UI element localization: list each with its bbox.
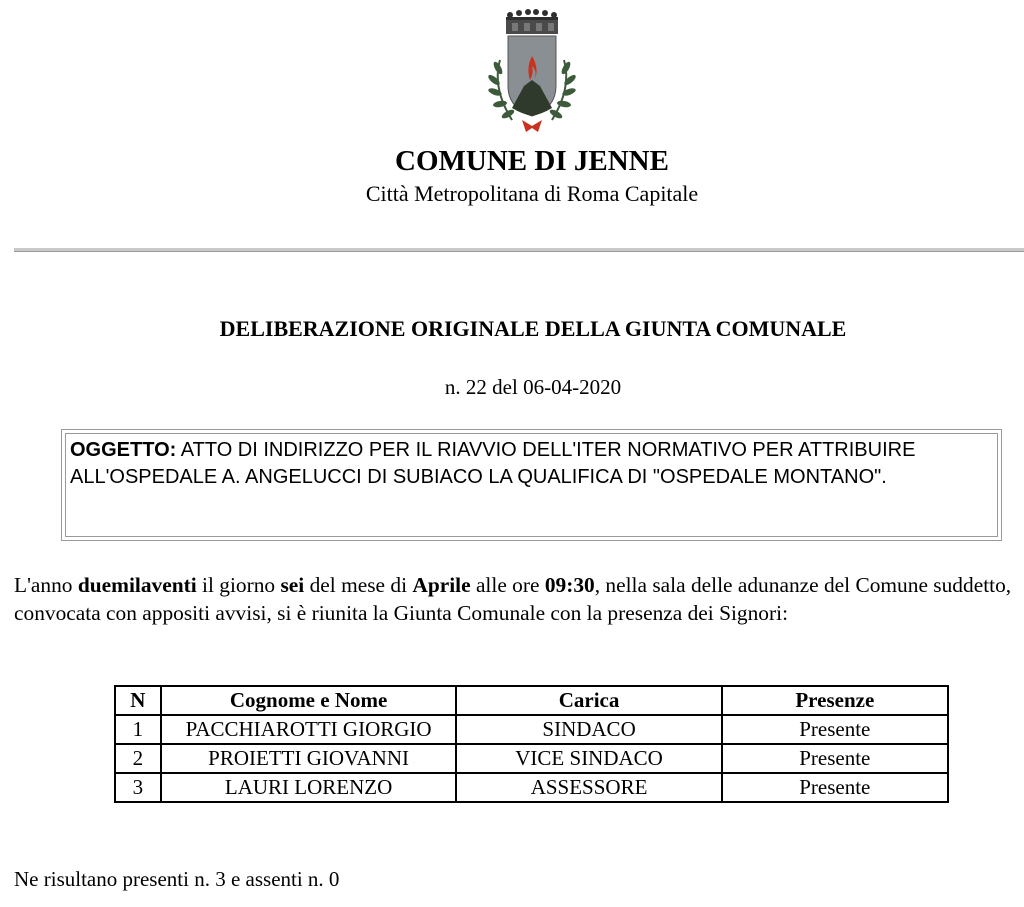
column-header-n: N [115, 686, 161, 715]
member-presence: Presente [722, 773, 948, 802]
intro-year: duemilaventi [77, 573, 197, 597]
attendance-summary: Ne risultano presenti n. 3 e assenti n. 0 [14, 867, 340, 891]
intro-text: L'anno [14, 573, 78, 597]
municipality-subtitle: Città Metropolitana di Roma Capitale [365, 181, 699, 206]
members-table [114, 685, 949, 803]
shield-icon [508, 36, 556, 116]
intro-text: del mese di [304, 573, 413, 597]
municipality-name: COMUNE DI JENNE [395, 145, 669, 177]
member-name: PROIETTI GIOVANNI [161, 744, 457, 773]
municipal-crest-emblem [472, 8, 592, 140]
table-header-row [115, 686, 948, 715]
column-header-presence: Presenze [722, 686, 948, 715]
member-role: SINDACO [456, 715, 721, 744]
member-role: VICE SINDACO [456, 744, 721, 773]
member-role: ASSESSORE [456, 773, 721, 802]
intro-time: 09:30 [544, 573, 595, 597]
row-number: 1 [115, 715, 161, 744]
intro-text: , nella sala delle adunanze del Comune suddetto, convocata con appositi avvisi, si è riunita la Giunta Comunale con la presenza dei Signori: [14, 573, 1012, 625]
subject-label: OGGETTO: [70, 439, 177, 461]
intro-month: Aprile [412, 573, 471, 597]
subject-content [65, 433, 998, 537]
table-row [115, 773, 948, 802]
row-number: 2 [115, 744, 161, 773]
intro-text: alle ore [470, 573, 545, 597]
column-header-name: Cognome e Nome [161, 686, 457, 715]
document-number: n. 22 del 06-04-2020 [444, 375, 622, 399]
header-divider [14, 248, 1024, 252]
intro-text: il giorno [196, 573, 281, 597]
intro-day: sei [280, 573, 305, 597]
member-name: LAURI LORENZO [161, 773, 457, 802]
table-row [115, 715, 948, 744]
crown-icon [506, 9, 558, 34]
member-presence: Presente [722, 744, 948, 773]
member-presence: Presente [722, 715, 948, 744]
subject-text: ATTO DI INDIRIZZO PER IL RIAVVIO DELL'ITER NORMATIVO PER ATTRIBUIRE ALL'OSPEDALE A. ANGELUCCI DI SUBIACO LA QUALIFICA DI "OSPEDALE MONTANO". [70, 439, 916, 488]
ribbon-icon [522, 120, 542, 132]
row-number: 3 [115, 773, 161, 802]
member-name: PACCHIAROTTI GIORGIO [161, 715, 457, 744]
subject-box [61, 429, 1002, 541]
intro-paragraph [14, 571, 1019, 627]
document-title: DELIBERAZIONE ORIGINALE DELLA GIUNTA COMUNALE [219, 316, 847, 341]
column-header-role: Carica [456, 686, 721, 715]
table-row [115, 744, 948, 773]
